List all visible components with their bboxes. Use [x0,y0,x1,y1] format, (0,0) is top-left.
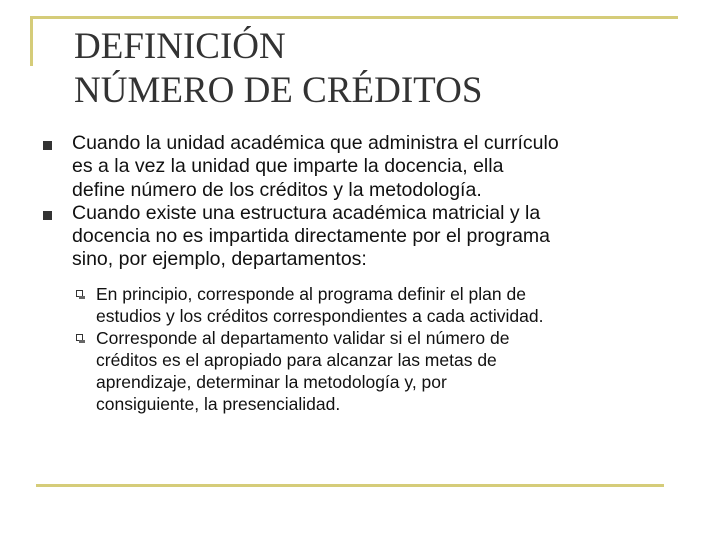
hollow-square-bullet-icon [76,334,83,341]
bullet-text-line: es a la vez la unidad que imparte la docencia, ella [72,155,504,178]
sub-bullet-text-line: aprendizaje, determinar la metodología y, por [96,371,447,392]
sub-bullet-text-line: créditos es el apropiado para alcanzar las metas de [96,349,497,370]
bullet-text-line: Cuando existe una estructura académica matricial y la [72,201,541,224]
bullet-text-line: define número de los créditos y la metodología. [72,178,482,201]
square-bullet-icon [43,141,52,150]
sub-bullet-item [0,327,686,415]
bullet-text-line: sino, por ejemplo, departamentos: [72,248,367,271]
bullet-item [0,132,682,202]
top-rule [30,16,678,19]
sub-bullet-item [0,283,686,327]
sub-bullet-text-line: estudios y los créditos correspondientes a cada actividad. [96,305,544,326]
slide-title [74,25,482,113]
slide-body [0,132,720,415]
bullet-text-line: Cuando la unidad académica que administra el currículo [72,132,559,154]
sub-bullet-text-line: En principio, corresponde al programa definir el plan de [96,283,526,304]
title-line-2: NÚMERO DE CRÉDITOS [74,70,483,111]
bullet-item [0,202,682,272]
bottom-rule [36,484,664,487]
sub-bullet-text-line: consiguiente, la presencialidad. [96,393,341,414]
sub-bullet-text-line: Corresponde al departamento validar si el número de [96,327,510,348]
bullet-text-line: docencia no es impartida directamente por el programa [72,225,551,248]
square-bullet-icon [43,211,52,220]
hollow-square-bullet-icon [76,290,83,297]
sub-bullet-list [0,283,720,415]
title-line-1: DEFINICIÓN [74,26,286,67]
left-rule [30,16,33,66]
